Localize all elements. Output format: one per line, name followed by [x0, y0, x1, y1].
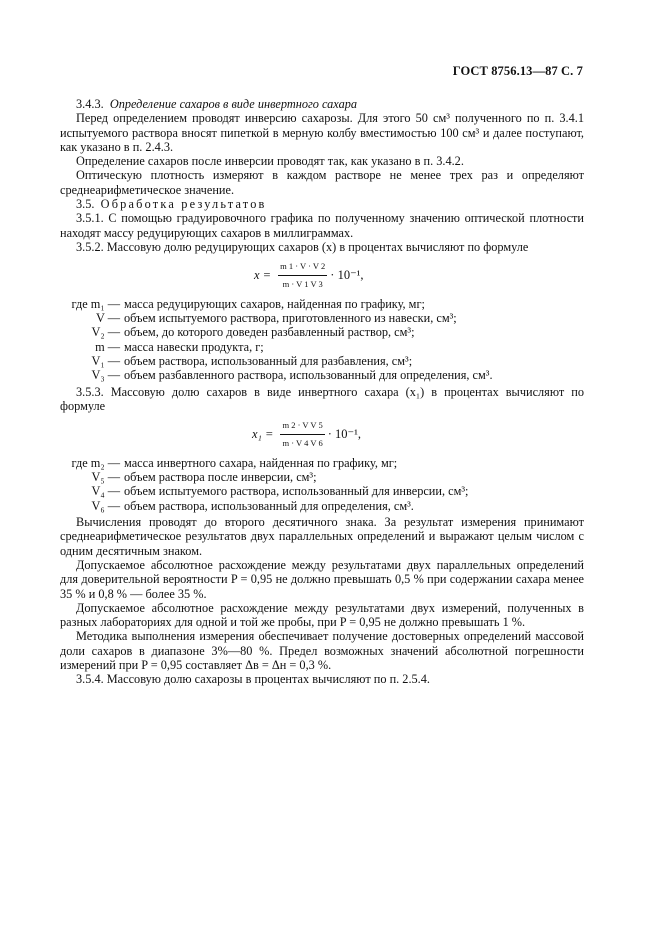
results-paragraph: Вычисления проводят до второго десятичного знака. За результат измерения принимают среднеарифметическое результатов двух параллельных определений и выражают целым числом с одним десятичным знаком. — [60, 515, 584, 558]
definition-row: V₅ — объем раствора после инверсии, см³; — [91, 470, 317, 485]
section-3-4-3-paragraph-1: Перед определением проводят инверсию сахарозы. Для этого 50 см³ полученного по п. 3.4.1 испытуемого раствора вносят пипеткой в мерную колбу вместимостью 100 см³ и далее поступают, как указано в п. 2.4.3. — [60, 111, 584, 154]
document-body — [60, 97, 584, 687]
formula-x1-denominator: m · V 4 V 6 — [282, 437, 323, 448]
parallel-discrepancy-paragraph: Допускаемое абсолютное расхождение между результатами двух параллельных определений для доверительной вероятности P = 0,95 не должно превышать 0,5 % при содержании сахара менее 35 % и 0,8 % — более 35 %. — [60, 557, 584, 601]
formula-x-lhs: x = — [254, 267, 272, 282]
definition-row: V₃ — объем разбавленного раствора, использованный для определения, см³. — [91, 368, 493, 383]
definition-row: где m₁ — масса редуцирующих сахаров, найденная по графику, мг; — [71, 296, 425, 311]
definition-row: V₁ — объем раствора, использованный для разбавления, см³; — [91, 354, 413, 369]
definition-row: V₄ — объем испытуемого раствора, использованный для инверсии, см³; — [91, 484, 469, 499]
section-3-4-3-paragraph-2: Определение сахаров после инверсии проводят так, как указано в п. 3.4.2. — [76, 154, 464, 169]
formula-x-fraction — [278, 259, 327, 291]
formula-x-denominator: m · V 1 V 3 — [282, 278, 323, 289]
formula-x-tail: · 10⁻¹, — [330, 267, 364, 282]
formula-x1-numerator: m 2 · V V 5 — [280, 418, 324, 434]
section-3-5-3-paragraph: 3.5.3. Массовую долю сахаров в виде инвертного сахара (x₁) в процентах вычисляют по формуле — [60, 384, 584, 413]
formula-x-definitions — [60, 297, 584, 383]
section-3-5-1-paragraph: 3.5.1. С помощью градуировочного графика по полученному значению оптической плотности находят массу редуцирующих сахаров в миллиграммах. — [60, 211, 584, 240]
page-header: ГОСТ 8756.13—87 С. 7 — [452, 64, 583, 78]
section-3-5-heading: 3.5. Обработка результатов — [76, 197, 267, 212]
definition-row: m — масса навески продукта, г; — [95, 339, 264, 354]
definition-row: V₆ — объем раствора, использованный для определения, см³. — [91, 498, 414, 513]
section-3-5-4-paragraph: 3.5.4. Массовую долю сахарозы в процентах вычисляют по п. 2.5.4. — [76, 672, 430, 687]
method-accuracy-paragraph: Методика выполнения измерения обеспечивает получение достоверных определений массовой доли сахаров в диапазоне 3%—80 %. Предел возможных значений абсолютной погрешности измерений при P = 0,95 составляет Δв = Δн = 0,3 %. — [60, 629, 584, 672]
section-3-5-2-paragraph: 3.5.2. Массовую долю редуцирующих сахаров (x) в процентах вычисляют по формуле — [76, 239, 529, 254]
section-3-4-3-paragraph-3: Оптическую плотность измеряют в каждом растворе не менее трех раз и определяют среднеарифметическое значение. — [60, 168, 584, 197]
formula-x1 — [60, 418, 584, 450]
formula-x1-tail: · 10⁻¹, — [327, 426, 361, 441]
formula-x-numerator: m 1 · V · V 2 — [278, 259, 327, 275]
definition-row: где m₂ — масса инвертного сахара, найденная по графику, мг; — [71, 455, 398, 470]
formula-x — [60, 259, 584, 291]
interlab-discrepancy-paragraph: Допускаемое абсолютное расхождение между результатами двух измерений, полученных в разных лабораториях для одной и той же пробы, при P = 0,95 не должно превышать 1 %. — [60, 600, 584, 630]
formula-x1-definitions — [60, 456, 584, 513]
formula-x1-fraction — [280, 418, 324, 450]
definition-row: V₂ — объем, до которого доведен разбавленный раствор, см³; — [91, 325, 415, 340]
section-3-4-3-heading: 3.4.3. Определение сахаров в виде инвертного сахара — [76, 97, 358, 111]
formula-x1-lhs: x₁ = — [252, 426, 274, 441]
definition-row: V — объем испытуемого раствора, приготовленного из навески, см³; — [95, 311, 457, 326]
